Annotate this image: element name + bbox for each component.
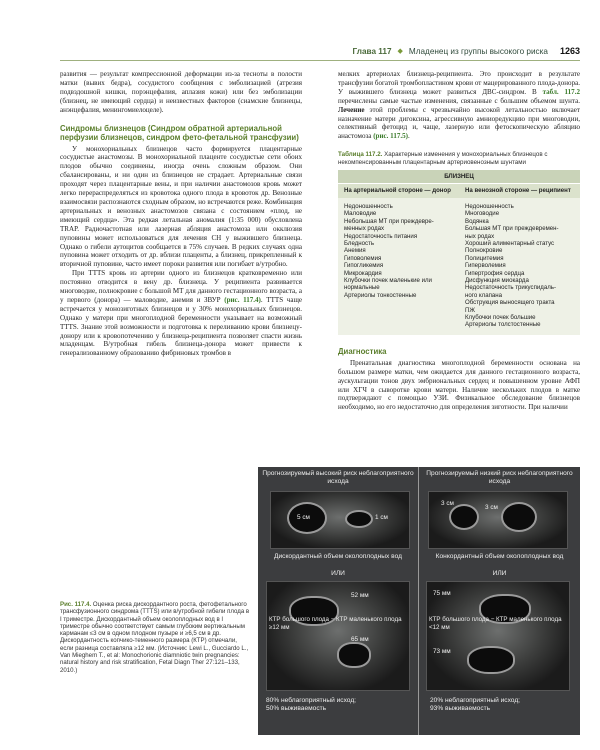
- table-cell: Обструкция выносящего тракта: [465, 299, 555, 307]
- measurement-label: 73 мм: [433, 648, 451, 655]
- table-cell: Небольшая МТ при преждевре-: [344, 217, 434, 225]
- ultrasound-image: [266, 581, 410, 691]
- table-body: [338, 198, 580, 335]
- paragraph-text: .: [408, 132, 410, 141]
- chapter-number: Глава 117: [352, 46, 392, 56]
- figure-caption-text: Оценка риска дискордантного роста, фетофетального трансфузионного синдрома (TTTS) или в/утробной гибели плода в I триместре. Дискордантный объем околоплодных вод в I триместре обычно соответствует самым глубоким вертикальным карманам ≤3 см в одном плодном пузыре и ≥6,5 см в др. Дискордантность копчико-теменного размера (КТР) отмечали, если разница составляла ≥12 мм. (Источник: Lewi L., Gucciardo L., Van Mieghem T., et al: Monochorionic diamniotic twin pregnancies: natural history and risk stratification, Fetal Diagn Ther 27:121–133, 2010.): [60, 601, 250, 674]
- data-table: [338, 170, 580, 335]
- header-rule: [60, 60, 580, 61]
- table-cell: ного клапана: [465, 291, 503, 299]
- paragraph: Пренатальная диагностика многоплодной беременности основана на большом размере матки, чем ожидается для данного гестационного возраста, аускультации тонов двух эмбриональных сердец и повышенном уровне АФП или ХГЧ в сыворотке крови матери. Наличие нескольких плодов в матке подтверждают с помощью УЗИ. Физикальное обследование близнецов необходимо, но его недостаточно для определения зиготности. При наличии: [338, 358, 580, 412]
- table-cell: Гиперволемия: [465, 262, 506, 270]
- measurement-label: 75 мм: [433, 590, 451, 597]
- column-header-donor: На артериальной стороне — донор: [344, 187, 451, 195]
- section-heading: Диагностика: [338, 346, 387, 356]
- paragraph: У монохориальных близнецов часто формируется плацентарные сосудистые анастомозы. В монохориальной плаценте сосудистые сети обоих плодов обычно соединены, иногда очень сложным образом. Они сбалансированы, и ни один из близнецов не страдает. Артериальные связи проходят через плацентарные вены, и при наличии анастомозов кровь может легко перераспределяться из кровотока одного плода в кровоток др. Венозные взаимосвязи распознаются сходным образом, но встречаются реже. Комбинация артериальных и венозных анастомозов связана с состоянием «плод, не имеющий сердца». Эта редкая летальная аномалия (1:35 000) обусловлена TRAP. Радиочастотная или лазерная абляция анастомоза или окклюзия пуповины может использоваться для лечения СН у выжившего близнеца. Однако о гибели аутоцитов сообщается в 75% случаев. В редких случаях одна пуповина может отходить от др. вблизи плаценты, а близнец, прикрепленный к вторичной пуповине, часто имеет пороки развития или погибает в/утробно.: [60, 144, 302, 269]
- left-column-title: Прогнозируемый высокий риск неблагоприятного исхода: [262, 470, 414, 485]
- left-column: [60, 70, 302, 358]
- paragraph-text: перечислены самые частые изменения, связанные с большим объемом шунта.: [338, 96, 580, 105]
- outcome-label: [266, 697, 416, 712]
- table-label: Таблица 117.2.: [338, 151, 383, 159]
- paragraph-text: При TTTS кровь из артерии одного из близнецов кратковременно или постоянно отводится в вену др. близнеца. У реципиента развивается многоводие, полнокровие с большой МТ для данного гестационного возраста, а у первого (донора) — маловодие, анемия и ЗВУР: [60, 269, 302, 304]
- table-cell: Полицитемия: [465, 254, 504, 262]
- table-cell: Артериолы толстостенные: [465, 321, 541, 329]
- table-cell: Гипогликемия: [344, 262, 384, 270]
- table-cell: Водянка: [465, 217, 489, 225]
- table-cell: Анемия: [344, 247, 366, 255]
- recipient-list: [459, 203, 580, 329]
- table-cell: Гиповолемия: [344, 254, 382, 262]
- outcome-line: 20% неблагоприятный исход;: [430, 697, 520, 704]
- table-cell: Бледность: [344, 239, 375, 247]
- right-column-title: Прогнозируемый низкий риск неблагоприятного исхода: [426, 470, 573, 485]
- table-cell: Многоводие: [465, 210, 500, 218]
- figure-reference-link[interactable]: (рис. 117.4): [224, 295, 261, 304]
- diamond-icon: ◆: [397, 48, 403, 55]
- donor-list: [338, 203, 459, 329]
- table-cell: Гипертрофия сердца: [465, 269, 525, 277]
- table-cell: менных родах: [344, 225, 385, 233]
- table-cell: Микрокардия: [344, 269, 382, 277]
- ultrasound-image: [426, 581, 570, 691]
- table-cell: Артериолы тонкостенные: [344, 291, 417, 299]
- figure-caption: [60, 601, 250, 674]
- table-cell: Дисфункция миокарда: [465, 276, 529, 284]
- paragraph-text: мелких артериолах близнеца-реципиента. Это происходит в результате трансфузии богатой тромбопластином крови от мацерированного плода-донора. У выжившего близнеца может развиться ДВС-синдром. В: [338, 70, 580, 96]
- figure-reference-link[interactable]: (рис. 117.5): [373, 132, 408, 141]
- page-number: 1263: [559, 46, 580, 56]
- table-header: БЛИЗНЕЦ: [338, 170, 580, 183]
- paragraph: [60, 269, 302, 358]
- table-cell: нормальные: [344, 284, 380, 292]
- or-label: ИЛИ: [492, 570, 507, 577]
- table-cell: Недостаточность трикуспидаль-: [465, 284, 556, 292]
- ultrasound-image: [428, 491, 568, 549]
- amniotic-sac: [345, 510, 373, 528]
- paragraph-text: . TTTS чаще встречается у монозиготных близнецов и у 30% монохориальных близнецов. Однако у матери при многоплодной беременности указывает на возможный TTTS. Знание этой возможности и подготовка к переливанию крови близнецу-донору или к кровопотечению у близнеца-реципиента позволяет спасти жизнь младенцам. В/утробная гибель близнеца-донора может привести к генерализованному образованию фибриновых тромбов в: [60, 295, 303, 358]
- table-subheader: [338, 183, 580, 197]
- fetus-image: [467, 646, 515, 674]
- measurement-label: 52 мм: [351, 592, 369, 599]
- figure-label: Рис. 117.4.: [60, 601, 92, 608]
- crl-difference-label: КТР большого плода − КТР маленького плода <12 мм: [429, 616, 562, 631]
- section-heading: Синдромы близнецов (Синдром обратной артериальной перфузии близнецов, синдром фето-фетальной трансфузии): [60, 123, 299, 142]
- running-header: [280, 44, 580, 58]
- fluid-volume-label: Конкордантный объем околоплодных вод: [435, 553, 564, 560]
- figure-divider: [418, 467, 419, 735]
- paragraph: развития — результат компрессионной деформации из-за тесноты в полости матки (вывих бедра), сосудистого сообщения с эмболизацией (атрезия подвздошной кишки, порэнцефалия, аплазия кожи) или без эмболизации (близнец, не имеющий сердца) и неизвестных факторов (сиамские близнецы, анэнцефалия, менингомиелоцеле).: [60, 70, 302, 114]
- table-reference-link[interactable]: табл. 117.2: [542, 87, 580, 96]
- measurement-label: 1 см: [375, 514, 388, 521]
- column-header-recipient: На венозной стороне — реципиент: [465, 187, 571, 195]
- table-cell: ПЖ: [465, 306, 476, 314]
- ultrasound-image: [270, 491, 410, 549]
- chapter-title: Младенец из группы высокого риска: [408, 46, 548, 56]
- fluid-volume-label: Дискордантный объем околоплодных вод: [274, 553, 402, 560]
- amniotic-sac: [449, 504, 479, 530]
- amniotic-sac: [501, 502, 537, 532]
- table-cell: Клубочки почек большие: [465, 313, 536, 321]
- measurement-label: 3 см: [485, 504, 498, 511]
- measurement-label: 5 см: [297, 514, 310, 521]
- outcome-line: 50% выживаемость: [266, 704, 327, 712]
- table-cell: Недостаточность питания: [344, 232, 418, 240]
- paragraph: [338, 70, 580, 141]
- measurement-label: 3 см: [441, 500, 454, 507]
- crl-difference-label: КТР большого плода − КТР маленького плода ≥12 мм: [269, 616, 402, 631]
- table-cell: Клубочки почек маленькие или: [344, 276, 432, 284]
- outcome-line: 93% выживаемость: [430, 704, 491, 712]
- table-cell: Маловодие: [344, 210, 377, 218]
- outcome-line: 80% неблагоприятный исход;: [266, 697, 356, 704]
- or-label: ИЛИ: [331, 570, 345, 577]
- table-caption: [338, 151, 580, 166]
- paragraph-text: этой проблемы с чрезвычайно высокой летальностью включает назначение матери дигоксина, агрессивную амниоредукцию при многоводии, селективный фетоцид и, чаще, лазерную или фетоскопическую абляцию анастомоза: [338, 105, 580, 141]
- table-cell: Недоношенность: [344, 202, 393, 210]
- table-cell: Хороший алиментарный статус: [465, 239, 555, 247]
- table-cell: Полнокровие: [465, 247, 503, 255]
- figure-panel: [258, 467, 580, 735]
- table-caption-text: Характерные изменения у монохориальных близнецов с некомпенсированным плацентарным артериовенозным шунтами: [338, 151, 548, 166]
- bold-term: Лечение: [338, 105, 365, 114]
- fetus-image: [337, 642, 371, 668]
- right-column: [338, 70, 580, 412]
- measurement-label: 65 мм: [351, 636, 369, 643]
- table-cell: ных родах: [465, 232, 495, 240]
- outcome-label: [430, 697, 580, 712]
- table-cell: Недоношенность: [465, 202, 514, 210]
- table-cell: Большая МТ при преждевремен-: [465, 225, 559, 233]
